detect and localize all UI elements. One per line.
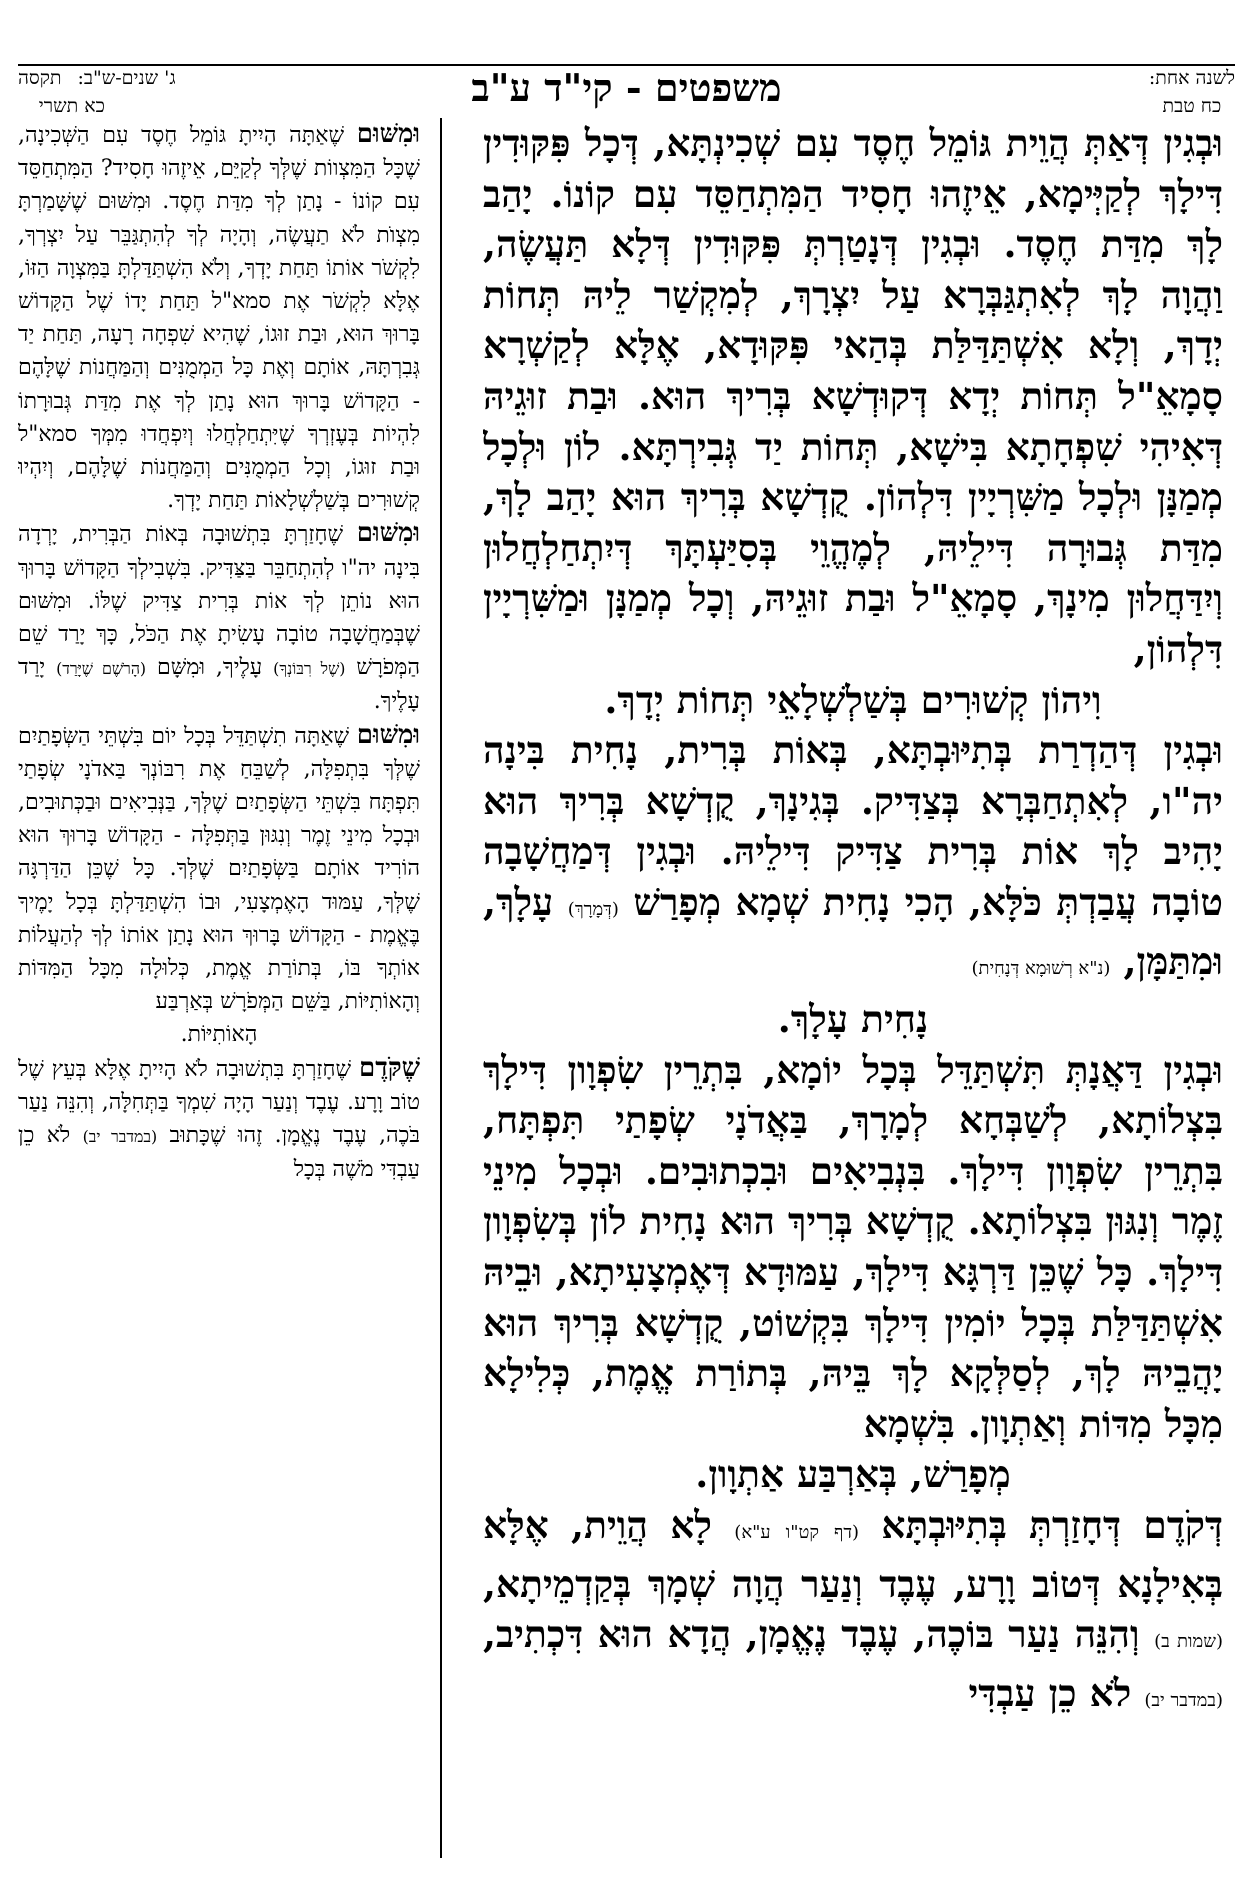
main-text: וִיהוֹן קְשׁוּרִים בְּשַׁלְשְׁלָאֵי תְּחוֹת יְדָךְ. bbox=[604, 677, 1102, 722]
variant-reading: (נ"א רְשׁוּמָא דְּנָחִית) bbox=[971, 957, 1111, 979]
gloss-reference: (הָרֹשֶׁם שֶׁיָּרַד) bbox=[56, 659, 147, 679]
translation-paragraph-3-end bbox=[18, 1018, 420, 1051]
translation-text: עָלֶיךָ, וּמִשָּׁם bbox=[157, 655, 263, 681]
main-text: נָחִית עָלָךְ. bbox=[777, 997, 929, 1042]
translation-paragraph-1 bbox=[18, 118, 420, 517]
one-year-cycle-date: כח טבת bbox=[1162, 95, 1222, 117]
header-divider bbox=[18, 64, 1235, 66]
translation-paragraph-2 bbox=[18, 517, 420, 718]
main-text: לָא הֲוֵית, אֶלָּא בְּאִילָנָא דְּטוֹב וָרָע, עֶבֶד וְנַעַר הֲוָה שְׁמָךְ בְּקַדְמֵיתָא, bbox=[483, 1503, 1223, 1606]
main-text: וְהִנֵּה נַעַר בּוֹכֶה, עֶבֶד נֶאֱמָן, הֲדָא הוּא דִּכְתִיב, bbox=[483, 1612, 1140, 1657]
main-text: וּבְגִין דְּהַדְרַת בְּתִיּוּבְתָּא, בְּאוֹת בְּרִית, נָחִית בִּינָה יה"ו, לְאִתְחַבְּרָא בְּצַדִּיק. בְּגִינָךְ, קֻדְשָׁא בְּרִיךְ הוּא יָהִיב לָךְ אוֹת בְּרִית צַדִּיק דִּילֵיהּ. וּבְגִין דְּמַחֲשָׁבָה טוֹבָה עֲבַדְתְּ כֹּלָּא, הָכִי נָחִית שְׁמָא מְפָרַשׁ bbox=[483, 728, 1223, 924]
translation-text: לֹא כֵן עַבְדִּי מֹשֶׁה בְּכָל bbox=[18, 1123, 420, 1183]
main-text: לֹא כֵן עַבְדִּי bbox=[968, 1670, 1132, 1715]
translation-column bbox=[18, 118, 420, 1858]
main-text: וּבְגִין דְּאַתְּ הֲוֵית גּוֹמֵל חֶסֶד עִם שְׁכִינְתָּא, דְּכָל פִּקּוּדִין דִּילָךְ לְקַיְּימָא, אֵיזֶהוּ חָסִיד הַמִּתְחַסֵּד עִם קוֹנוֹ. יָהַב לָךְ מִדַּת חֶסֶד. וּבְגִין דְּנָטַרְתְּ פִּקּוּדִין דְּלָא תַּעֲשֶׂה, וַהֲוָה לָךְ לְאִתְגַּבְּרָא עַל יִצְרָךְ, לְמִקְשַׁר לֵיהּ תְּחוֹת יְדָךְ, וְלָא אִשְׁתַּדַּלַּת בְּהַאי פִּקּוּדָא, אֶלָּא לְקַשְׁרָא סָמָאֵ"ל תְּחוֹת יְדָא דְּקוּדְשָׁא בְּרִיךְ הוּא. וּבַת זוּגֵיהּ דְּאִיהִי שִׁפְחָתָא בִּישָׁא, תְּחוֹת יַד גְּבִירְתָּא. לוֹן וּלְכָל מְמַנָּן וּלְכָל מַשִּׁרְיָין דִּלְהוֹן. קֻדְשָׁא בְּרִיךְ הוּא יָהַב לָךְ, מִדַּת גְּבוּרָה דִּילֵיהּ, לְמֶהֱוֵי בְּסִיַּעְתָּךְ דְּיִתְחַלְחֲלוּן וְיִדַּחֲלוּן מִינָךְ, סָמָאֵ"ל וּבַת זוּגֵיהּ, וְכָל מְמַנָּן וּמַשִּׁרְיָין דִּלְהוֹן, bbox=[483, 121, 1223, 671]
main-paragraph-1-end bbox=[483, 675, 1223, 726]
page-number: תקסה bbox=[18, 67, 62, 89]
translation-paragraph-3 bbox=[18, 719, 420, 1019]
translation-text: שֶׁאַתָּה הָיִיתָ גּוֹמֵל חֶסֶד עִם הַשְּׁכִינָה, שֶׁכָּל הַמִּצְווֹת שֶׁלְּךָ לְקַיֵּם, אֵיזֶהוּ חָסִיד? הַמִּתְחַסֵּד עִם קוֹנוֹ - נָתַן לְךָ מִדַּת חֶסֶד. וּמִשּׁוּם שֶׁשָּׁמַרְתָּ מִצְוֺת לֹא תַעֲשֶׂה, וְהָיָה לְךָ לְהִתְגַּבֵּר עַל יִצְרְךָ, לִקְשֹׁר אוֹתוֹ תַּחַת יָדְךָ, וְלֹא הִשְׁתַּדַּלְתָּ בַּמִּצְוָה הַזּוֹ, אֶלָּא לִקְשֹׁר אֶת סמא"ל תַּחַת יָדוֹ שֶׁל הַקָּדוֹשׁ בָּרוּךְ הוּא, וּבַת זוּגוֹ, שֶׁהִיא שִׁפְחָה רָעָה, תַּחַת יַד גְּבִרְתָּהּ, אוֹתָם וְאֶת כָּל הַמְמֻנִּים וְהַמַּחֲנוֹת שֶׁלָּהֶם - הַקָּדוֹשׁ בָּרוּךְ הוּא נָתַן לְךָ אֶת מִדַּת גְּבוּרָתוֹ לִהְיוֹת בְּעֶזְרְךָ שֶׁיִּתְחַלְחֲלוּ וְיִפְחֲדוּ מִמְּךָ סמא"ל וּבַת זוּגוֹ, וְכָל הַמְמֻנִּים וְהַמַּחֲנוֹת שֶׁלָּהֶם, וְיִהְיוּ קְשׁוּרִים בְּשַׁלְשְׁלָאוֹת תַּחַת יָדְךָ. bbox=[18, 123, 420, 514]
paragraph-lead-word: וּמִשּׁוּם bbox=[356, 119, 420, 149]
translation-text: הָאוֹתִיּוֹת. bbox=[180, 1022, 258, 1048]
one-year-cycle-label: לשנה אחת: bbox=[1148, 67, 1235, 89]
header-left bbox=[18, 64, 176, 120]
translation-text: שֶׁחָזַרְתָּ בִּתְשׁוּבָה בְּאוֹת הַבְּרִית, יָרְדָה בִּינָה יה"ו לְהִתְחַבֵּר בַּצַּדִּיק. בִּשְׁבִילְךָ הַקָּדוֹשׁ בָּרוּךְ הוּא נוֹתֵן לְךָ אוֹת בְּרִית צַדִּיק שֶׁלּוֹ. וּמִשּׁוּם שֶׁבְּמַחֲשָׁבָה טוֹבָה עָשִׂיתָ אֶת הַכֹּל, כָּךְ יָרַד שֵׁם הַמְּפֹרָשׁ bbox=[18, 522, 420, 681]
main-text: מְפָרַשׁ, בְּאַרְבַּע אַתְוָון. bbox=[695, 1452, 1011, 1497]
column-divider bbox=[440, 118, 442, 1858]
verse-reference: (במדבר יב) bbox=[1144, 1689, 1223, 1711]
translation-paragraph-4 bbox=[18, 1052, 420, 1187]
main-paragraph-1 bbox=[483, 118, 1223, 675]
translation-text: שֶׁאַתָּה תִשְׁתַּדֵּל בְּכָל יוֹם בִּשְׁתֵּי הַשְּׂפָתַיִם שֶׁלְּךָ בִּתְפִלָּה, לְשַׁבֵּחַ אֶת רִבּוֹנְךָ בַּאדֹנָי שְׂפָתַי תִּפְתָּח בִּשְׁתֵּי הַשְּׂפָתַיִם שֶׁלְּךָ, בַּנְּבִיאִים וּבַכְּתוּבִים, וּבְכָל מִינֵי זֶמֶר וְנִגּוּן בַּתְּפִלָּה - הַקָּדוֹשׁ בָּרוּךְ הוּא הוֹרִיד אוֹתָם בַּשְּׂפָתַיִם שֶׁלְּךָ. כָּל שֶׁכֵּן הַדַּרְגָּה שֶׁלְּךָ, עַמּוּד הָאֶמְצָעִי, וּבוֹ הִשְׁתַּדַּלְתָּ בְּכָל יָמֶיךָ בֶּאֱמֶת - הַקָּדוֹשׁ בָּרוּךְ הוּא נָתַן אוֹתוֹ לְךָ לְהַעֲלוֹת אוֹתְךָ בּוֹ, בְּתוֹרַת אֱמֶת, כְּלוּלָה מִכָּל הַמִּדּוֹת וְהָאוֹתִיּוֹת, בַּשֵּׁם הַמְּפֹרָשׁ בְּאַרְבַּע bbox=[18, 723, 420, 1015]
main-paragraph-2 bbox=[483, 725, 1223, 994]
three-year-cycle-date: כא תשרי bbox=[38, 95, 105, 117]
main-column bbox=[483, 118, 1223, 1858]
main-paragraph-4 bbox=[483, 1500, 1223, 1726]
folio-reference: (דף קט"ו ע"א) bbox=[734, 1522, 860, 1544]
main-paragraph-3-end bbox=[483, 1449, 1223, 1500]
verse-reference: (שמות ב) bbox=[1154, 1631, 1223, 1653]
verse-reference: (במדבר יב) bbox=[82, 1127, 158, 1147]
main-paragraph-2-end bbox=[483, 994, 1223, 1045]
main-text: עָלָךְ, וּמִתַּמָּן, bbox=[483, 879, 1223, 983]
three-year-cycle-label: ג' שנים-ש"ב: bbox=[77, 67, 176, 89]
translation-text: יָרַד עָלֶיךָ. bbox=[18, 655, 420, 715]
main-text: דְּקֹדֶם דְּחָזַרְתְּ בְּתִיּוּבְתָּא bbox=[881, 1503, 1223, 1548]
gloss-reference: (דְּמָרָךְ) bbox=[567, 898, 619, 920]
main-text: וּבְגִין דַּאֲנָתְּ תִּשְׁתַּדֵּל בְּכָל יוֹמָא, בִּתְרֵין שִׂפְוָון דִּילָךְ בִּצְלוֹתָא, לְשַׁבְּחָא לְמָרָךְ, בַּאֲדֹנָי שְׂפָתַי תִּפְתָּח, בִּתְרֵין שִׂפְוָון דִּילָךְ. בִּנְבִיאִים וּבִכְתוּבִים. וּבְכָל מִינֵי זֶמֶר וְנִגּוּן בִּצְלוֹתָא. קֻדְשָׁא בְּרִיךְ הוּא נָחִית לוֹן בְּשִׂפְוָון דִּילָךְ. כָּל שֶׁכֵּן דַּרְגָּא דִּילָךְ, עַמּוּדָא דְּאֶמְצָעִיתָא, וּבֵיהּ אִשְׁתַּדַּלַּת בְּכָל יוֹמִין דִּילָךְ בִּקְשׁוֹט, קֻדְשָׁא בְּרִיךְ הוּא יָהֲבֵיהּ לָךְ, לְסַלְּקָא לָךְ בֵּיהּ, בְּתוֹרַת אֱמֶת, כְּלִילָא מִכָּל מִדּוֹת וְאַתְוָון. בִּשְׁמָא bbox=[483, 1047, 1223, 1446]
paragraph-lead-word: וּמִשּׁוּם bbox=[356, 518, 420, 549]
gloss-reference: (שֶׁל רִבּוֹנְךָ) bbox=[273, 659, 346, 679]
translation-text: שֶׁחָזַרְתָּ בִּתְשׁוּבָה לֹא הָיִיתָ אֶלָּא בְּעֵץ שֶׁל טוֹב וָרָע. עֶבֶד וְנַעַר הָיָה שִׁמְךָ בַּתְּחִלָּה, וְהִנֵּה נַעַר בֹּכֶה, עֶבֶד נֶאֱמָן. זֶהוּ שֶׁכָּתוּב bbox=[18, 1056, 420, 1149]
page-title: משפטים - קי"ד ע"ב bbox=[471, 65, 782, 110]
paragraph-lead-word: וּמִשּׁוּם bbox=[356, 719, 420, 750]
paragraph-lead-word: שֶׁקֹּדֶם bbox=[359, 1052, 420, 1083]
main-paragraph-3 bbox=[483, 1045, 1223, 1450]
